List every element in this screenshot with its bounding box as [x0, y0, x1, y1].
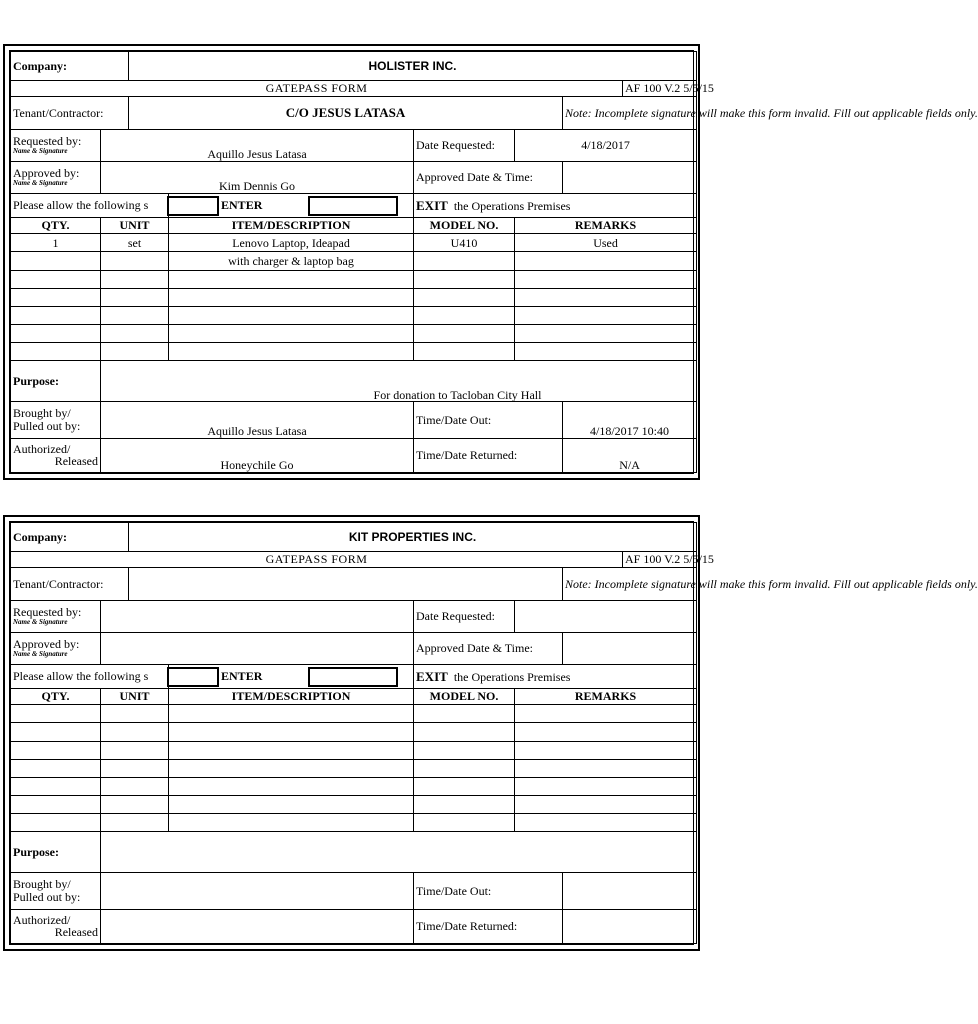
item-cell[interactable] [11, 759, 101, 777]
gatepass-form [3, 44, 978, 480]
item-cell[interactable] [414, 343, 515, 361]
authorized-label: Authorized/ Released [11, 438, 101, 472]
item-cell[interactable] [515, 306, 697, 324]
form-code: AF 100 V.2 5/5/15 [623, 552, 697, 568]
item-cell[interactable] [169, 306, 414, 324]
time-out-label: Time/Date Out: [414, 402, 563, 438]
item-cell[interactable] [414, 741, 515, 759]
column-header-model: MODEL NO. [414, 689, 515, 705]
gatepass-table [10, 522, 978, 944]
item-row [11, 270, 697, 288]
column-header-item: ITEM/DESCRIPTION [169, 689, 414, 705]
item-cell[interactable] [101, 759, 169, 777]
item-cell[interactable] [11, 814, 101, 832]
item-row [11, 777, 697, 795]
time-out-field[interactable]: 4/18/2017 10:40 [563, 402, 697, 438]
item-cell[interactable]: with charger & laptop bag [169, 252, 414, 270]
item-cell[interactable]: U410 [414, 234, 515, 252]
item-cell[interactable] [414, 795, 515, 813]
item-cell[interactable] [515, 288, 697, 306]
item-cell[interactable] [101, 324, 169, 342]
item-cell[interactable] [414, 777, 515, 795]
date-requested-field[interactable] [515, 600, 697, 632]
gatepass-form [3, 515, 978, 951]
item-cell[interactable] [414, 705, 515, 723]
enter-label: ENTER [221, 198, 263, 213]
item-row [11, 759, 697, 777]
form-code: AF 100 V.2 5/5/15 [623, 81, 697, 97]
item-cell[interactable] [515, 777, 697, 795]
item-cell[interactable] [101, 288, 169, 306]
item-cell[interactable] [169, 705, 414, 723]
authorized-field[interactable]: Honeychile Go [101, 438, 414, 472]
item-cell[interactable] [169, 270, 414, 288]
purpose-field[interactable] [101, 832, 697, 873]
approved-by-field[interactable] [101, 632, 414, 664]
item-cell[interactable] [414, 324, 515, 342]
column-header-qty: QTY. [11, 218, 101, 234]
item-cell[interactable] [515, 252, 697, 270]
column-header-qty: QTY. [11, 689, 101, 705]
company-name[interactable]: HOLISTER INC. [129, 52, 697, 81]
item-cell[interactable] [169, 795, 414, 813]
exit-checkbox[interactable] [308, 667, 398, 687]
authorized-label: Authorized/ Released [11, 909, 101, 943]
approved-by-field[interactable]: Kim Dennis Go [101, 161, 414, 193]
approved-by-label: Approved by: Name & Signature [11, 161, 101, 193]
premises-label: the Operations Premises [453, 669, 571, 684]
item-cell[interactable]: Lenovo Laptop, Ideapad [169, 234, 414, 252]
item-cell[interactable] [414, 288, 515, 306]
form-title: GATEPASS FORM [11, 552, 623, 568]
item-cell[interactable] [169, 741, 414, 759]
item-cell[interactable] [11, 252, 101, 270]
item-cell[interactable] [11, 795, 101, 813]
item-cell[interactable] [11, 270, 101, 288]
company-label: Company: [11, 52, 129, 81]
enter-checkbox[interactable] [167, 196, 219, 216]
item-cell[interactable] [101, 814, 169, 832]
item-cell[interactable] [11, 324, 101, 342]
requested-by-field[interactable] [101, 600, 414, 632]
brought-by-field[interactable] [101, 873, 414, 909]
item-cell[interactable] [414, 306, 515, 324]
brought-by-label: Brought by/ Pulled out by: [11, 402, 101, 438]
item-row [11, 814, 697, 832]
column-header-model: MODEL NO. [414, 218, 515, 234]
item-cell[interactable] [101, 777, 169, 795]
item-cell[interactable] [101, 723, 169, 741]
item-cell[interactable] [101, 343, 169, 361]
enter-option[interactable] [169, 193, 414, 217]
approved-datetime-field[interactable] [563, 632, 697, 664]
item-cell[interactable] [515, 270, 697, 288]
gatepass-table [10, 51, 978, 473]
item-cell[interactable] [515, 324, 697, 342]
requested-by-label: Requested by: Name & Signature [11, 600, 101, 632]
item-row [11, 306, 697, 324]
item-cell[interactable] [11, 741, 101, 759]
item-cell[interactable] [169, 324, 414, 342]
time-returned-label: Time/Date Returned: [414, 909, 563, 943]
item-cell[interactable] [11, 723, 101, 741]
item-cell[interactable] [414, 759, 515, 777]
item-cell[interactable] [414, 723, 515, 741]
purpose-label: Purpose: [11, 361, 101, 402]
allow-label: Please allow the following s [11, 664, 169, 688]
form-title: GATEPASS FORM [11, 81, 623, 97]
item-cell[interactable] [515, 723, 697, 741]
item-cell[interactable] [11, 705, 101, 723]
column-header-unit: UNIT [101, 689, 169, 705]
item-cell[interactable] [515, 759, 697, 777]
item-cell[interactable] [101, 252, 169, 270]
item-cell[interactable] [101, 741, 169, 759]
requested-by-field[interactable]: Aquillo Jesus Latasa [101, 129, 414, 161]
tenant-label: Tenant/Contractor: [11, 97, 129, 129]
column-header-item: ITEM/DESCRIPTION [169, 218, 414, 234]
item-cell[interactable] [101, 705, 169, 723]
item-cell[interactable] [11, 288, 101, 306]
item-cell[interactable] [11, 306, 101, 324]
item-row [11, 741, 697, 759]
date-requested-label: Date Requested: [414, 600, 515, 632]
premises-label: the Operations Premises [453, 198, 571, 213]
allow-label: Please allow the following s [11, 193, 169, 217]
item-cell[interactable] [169, 723, 414, 741]
item-cell[interactable] [414, 270, 515, 288]
exit-label: EXIT [416, 668, 448, 684]
item-cell[interactable] [11, 343, 101, 361]
requested-by-label: Requested by: Name & Signature [11, 129, 101, 161]
item-row [11, 795, 697, 813]
enter-option[interactable] [169, 664, 414, 688]
exit-option [414, 193, 697, 217]
company-label: Company: [11, 523, 129, 552]
item-cell[interactable] [101, 306, 169, 324]
exit-option [414, 664, 697, 688]
time-returned-label: Time/Date Returned: [414, 438, 563, 472]
enter-checkbox[interactable] [167, 667, 219, 687]
note-text: Note: Incomplete signature will make this form invalid. Fill out applicable fields only. [563, 97, 697, 129]
item-cell[interactable] [515, 795, 697, 813]
item-cell[interactable] [515, 741, 697, 759]
tenant-value[interactable] [129, 568, 563, 600]
date-requested-label: Date Requested: [414, 129, 515, 161]
purpose-label: Purpose: [11, 832, 101, 873]
item-row [11, 234, 697, 252]
item-cell[interactable] [515, 814, 697, 832]
date-requested-field[interactable]: 4/18/2017 [515, 129, 697, 161]
tenant-label: Tenant/Contractor: [11, 568, 129, 600]
item-cell[interactable] [414, 252, 515, 270]
item-cell[interactable] [169, 343, 414, 361]
item-row [11, 324, 697, 342]
item-cell[interactable] [169, 814, 414, 832]
brought-by-field[interactable]: Aquillo Jesus Latasa [101, 402, 414, 438]
exit-checkbox[interactable] [308, 196, 398, 216]
item-cell[interactable] [414, 814, 515, 832]
item-row [11, 705, 697, 723]
time-out-field[interactable] [563, 873, 697, 909]
company-name[interactable]: KIT PROPERTIES INC. [129, 523, 697, 552]
approved-by-label: Approved by: Name & Signature [11, 632, 101, 664]
approved-datetime-field[interactable] [563, 161, 697, 193]
item-cell[interactable]: Used [515, 234, 697, 252]
item-cell[interactable] [515, 705, 697, 723]
item-row [11, 343, 697, 361]
time-returned-field[interactable]: N/A [563, 438, 697, 472]
item-cell[interactable] [169, 759, 414, 777]
note-text: Note: Incomplete signature will make this form invalid. Fill out applicable fields only. [563, 568, 697, 600]
purpose-field[interactable]: For donation to Tacloban City Hall [101, 361, 697, 402]
item-cell[interactable] [101, 270, 169, 288]
item-row [11, 723, 697, 741]
item-cell[interactable] [101, 795, 169, 813]
time-out-label: Time/Date Out: [414, 873, 563, 909]
exit-label: EXIT [416, 197, 448, 213]
column-header-remarks: REMARKS [515, 218, 697, 234]
approved-datetime-label: Approved Date & Time: [414, 632, 563, 664]
enter-label: ENTER [221, 669, 263, 684]
column-header-unit: UNIT [101, 218, 169, 234]
column-header-remarks: REMARKS [515, 689, 697, 705]
time-returned-field[interactable] [563, 909, 697, 943]
item-cell[interactable]: 1 [11, 234, 101, 252]
item-cell[interactable] [11, 777, 101, 795]
item-row [11, 252, 697, 270]
authorized-field[interactable] [101, 909, 414, 943]
item-cell[interactable] [169, 288, 414, 306]
brought-by-label: Brought by/ Pulled out by: [11, 873, 101, 909]
tenant-value[interactable]: C/O JESUS LATASA [129, 97, 563, 129]
item-cell[interactable]: set [101, 234, 169, 252]
item-row [11, 288, 697, 306]
item-cell[interactable] [169, 777, 414, 795]
approved-datetime-label: Approved Date & Time: [414, 161, 563, 193]
item-cell[interactable] [515, 343, 697, 361]
